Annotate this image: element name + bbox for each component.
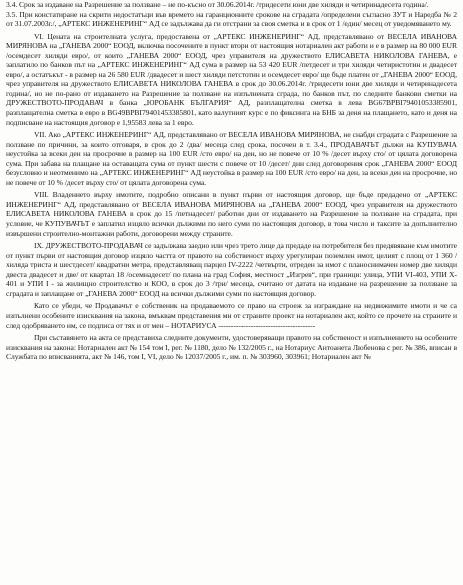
paragraph-3-5: 3.5. При констатиране на скрити недостатъци във времето на гаранционните срокове на сградата /определени съгласно ЗУТ и Наредба № 2 от 31.07.2003г./, „АРТЕКС ИНЖЕНЕРИНГ“ АД се задължава да ги отстрани за своя сметка и в срок от 1 /един/ месец от уведомяването му. (6, 9, 457, 29)
section-viii: VIII. Владението върху имотите, подробно описани в пункт първи от настоящия договор, ще бъде предадено от „АРТЕКС ИНЖЕНЕРИНГ“ АД, представлявано от ВЕСЕЛА ИВАНОВА МИРЯНОВА на „ГАНЕВА 2000“ ЕООД, чрез управителя на дружеството ЕЛИСАВЕТА НИКОЛОВА ГАНЕВА в срок до 15 /петнадесет/ работни дни от издаването на Разрешение за ползване на сградата, при условие, че КУПУВАЧЪТ е заплатил изцяло всички дължими по него суми по настоящия договор, в това число и таксите за допълнително извършени строително-монтажни работи, договорени между страните. (6, 190, 457, 238)
paragraph-3-4: 3.4. Срок за издаване на Разрешение за ползване – не по-късно от 30.06.2014г. /тридесети юни две хиляди и четиринадесета година/. (6, 0, 429, 9)
section-ix: IX. ДРУЖЕСТВОТО-ПРОДАВАЧ се задължава заедно или чрез трето лице да предаде на потребителя без предявяване към имотите от пункт първи от настоящия договор изцяло частта от правото на собственост върху урегулиран поземлен имот, целият с площ от 1 360 /хиляда триста и шестдесет/ квадратни метра, представляващ парцел IV-2222 /четвърти, отреден за имот с планоснимачен номер две хиляди двеста двадесет и две/ от квартал 18 /осемнадесет/ по плана на град София, местност „Изгрев“, при граници: улица, УПИ VI-403, УПИ X-401 и УПИ I - за жилищно строителство и КОО, в срок до 3 /три/ месеца, считано от датата на издаване на разрешение за ползване за сградата и заплащане от „ГАНЕВА 2000“ ЕООД на всички дължими суми по настоящия договор. (6, 241, 457, 298)
documents-presented: При съставянето на акта се представиха следните документи, удостоверяващи правото на собственост и изпълнението на особените изисквания на закона: Нотариален акт № 154 том I, рег. № 1180, дело № 132/2005 г., на Нотариус Антоанета Любенова с рег. № 386, вписан в Службата по вписванията, акт № 146, том I, VI, дело № 12037/2005 г., им. п. № 303960, 303961; Нотариален акт № (6, 333, 457, 362)
section-vi: VI. Цената на строителната услуга, предоставена от „АРТЕКС ИНЖЕНЕРИНГ“ АД, представлявано от ВЕСЕЛА ИВАНОВА МИРЯНОВА на „ГАНЕВА 2000“ ЕООД, включва посочените в пункт втори от настоящия нотариален акт работи и е в размер на 80 000 EUR /осемдесет хиляди евро/, от които „ГАНЕВА 2000“ ЕООД, чрез управителя на дружеството ЕЛИСАВЕТА НИКОЛОВА ГАНЕВА, е заплатило по банков път на „АРТЕКС ИНЖЕНЕРИНГ“ АД сума в размер на 53 420 EUR /петдесет и три хиляди четиристотин и двадесет евро/, а остатъкът - в размер на 26 580 EUR /двадесет и шест хиляди петстотин и осемдесет евро/ ще бъде платен от „ГАНЕВА 2000“ ЕООД, чрез управителя на дружеството ЕЛИСАВЕТА НИКОЛОВА ГАНЕВА в срок до 30.06.2014г. /тридесети юни две хиляди и четиринадесета година/, но не по-рано от издаването на Разрешение за ползване на изпълнената сграда, по банков път, по следните банкови сметки на ДРУЖЕСТВОТО-ПРОДАВАЧ в банка „ЮРОБАНК БЪЛГАРИЯ“ АД, разплащателна сметка в лева BG67BPBI79401053385901, разплащателна сметка в евро в BG49BPBI79401453385801, като валутният курс е по фиксинга на БНБ за деня на плащането, като и деня на подписване на настоящия договор е 1,95583 лева за 1 евро. (6, 31, 457, 127)
section-vii: VII. Ако „АРТЕКС ИНЖЕНЕРИНГ“ АД, представлявано от ВЕСЕЛА ИВАНОВА МИРЯНОВА, не снабди сградата с Разрешение за ползване по причини, за които отговаря, в срок до 2 /два/ месеца след срока, посочен в т. 3.4., ПРОДАВАЧЪТ дължи на КУПУВАЧА неустойка за всеки ден на просрочие в размер на 100 EUR /сто евро/ на ден, но не повече от 10 % /десет върху сто/ от цялата договорена сума. При забава на плащане на оставащата сума от пункт шести с повече от 10 /десет/ дни след договорения срок „ГАНЕВА 2000“ ЕООД безусловно и неотменимо на „АРТЕКС ИНЖЕНЕРИНГ“ АД неустойка в размер на 100 EUR /сто евро/ на ден, за всеки ден на просрочие, но не повече от 10 % /десет върху сто/ от цялата договорена сума. (6, 130, 457, 187)
notary-confirmation: Като се убеди, че Продавачът е собственик на продаваемото се право на строеж за изграждане на недвижимите имоти и че са изпълнени особените изисквания на закона, вмъквам представения ми от страните проект на нотариален акт, който се прочете на страните и след одобряването им, се подписа от тях и от мен – НОТАРИУСА --------------------------------------- (6, 301, 457, 330)
